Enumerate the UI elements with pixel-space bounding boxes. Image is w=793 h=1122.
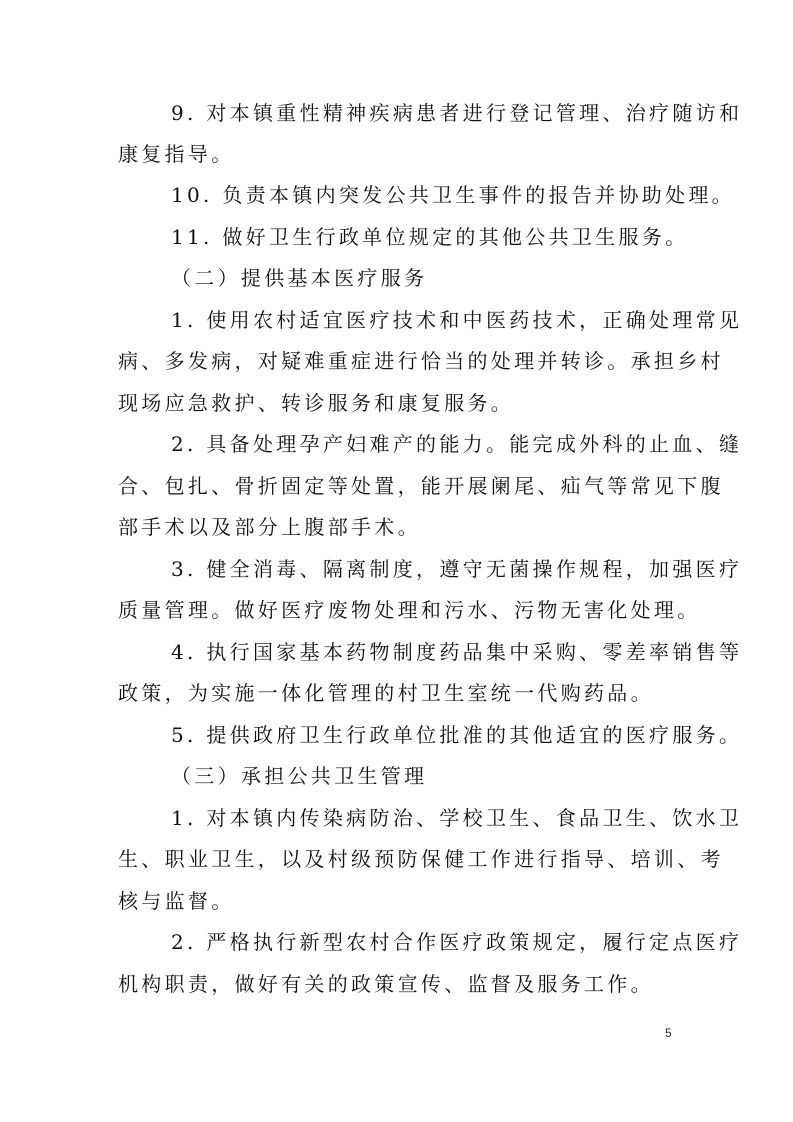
paragraph-line: 质量管理。做好医疗废物处理和污水、污物无害化处理。 xyxy=(118,598,701,622)
paragraph-line: 部手术以及部分上腹部手术。 xyxy=(118,515,421,539)
paragraph-line: 1. 对本镇内传染病防治、学校卫生、食品卫生、饮水卫 xyxy=(171,806,743,830)
paragraph-line: 生、职业卫生，以及村级预防保健工作进行指导、培训、考 xyxy=(118,847,724,871)
paragraph-line: 10. 负责本镇内突发公共卫生事件的报告并协助处理。 xyxy=(171,183,735,207)
paragraph-line: 核与监督。 xyxy=(118,889,235,913)
paragraph-line: 合、包扎、骨折固定等处置，能开展阑尾、疝气等常见下腹 xyxy=(118,474,724,498)
paragraph-line: 1. 使用农村适宜医疗技术和中医药技术，正确处理常见 xyxy=(171,308,743,332)
paragraph-line: 政策，为实施一体化管理的村卫生室统一代购药品。 xyxy=(118,681,654,705)
section-heading: （三）承担公共卫生管理 xyxy=(171,764,428,788)
paragraph-line: 11. 做好卫生行政单位规定的其他公共卫生服务。 xyxy=(171,225,689,249)
paragraph-line: 康复指导。 xyxy=(118,142,235,166)
paragraph-line: 病、多发病，对疑难重症进行恰当的处理并转诊。承担乡村 xyxy=(118,349,724,373)
paragraph-line: 机构职责，做好有关的政策宣传、监督及服务工作。 xyxy=(118,972,654,996)
paragraph-line: 现场应急救护、转诊服务和康复服务。 xyxy=(118,391,515,415)
paragraph-line: 9. 对本镇重性精神疾病患者进行登记管理、治疗随访和 xyxy=(171,101,743,125)
paragraph-line: 2. 具备处理孕产妇难产的能力。能完成外科的止血、缝 xyxy=(171,432,743,456)
paragraph-line: 5. 提供政府卫生行政单位批准的其他适宜的医疗服务。 xyxy=(171,723,743,747)
paragraph-line: 2. 严格执行新型农村合作医疗政策规定，履行定点医疗 xyxy=(171,930,743,954)
section-heading: （二）提供基本医疗服务 xyxy=(171,266,428,290)
paragraph-line: 3. 健全消毒、隔离制度，遵守无菌操作规程，加强医疗 xyxy=(171,557,743,581)
paragraph-line: 4. 执行国家基本药物制度药品集中采购、零差率销售等 xyxy=(171,640,743,664)
page-number: 5 xyxy=(665,1026,672,1040)
